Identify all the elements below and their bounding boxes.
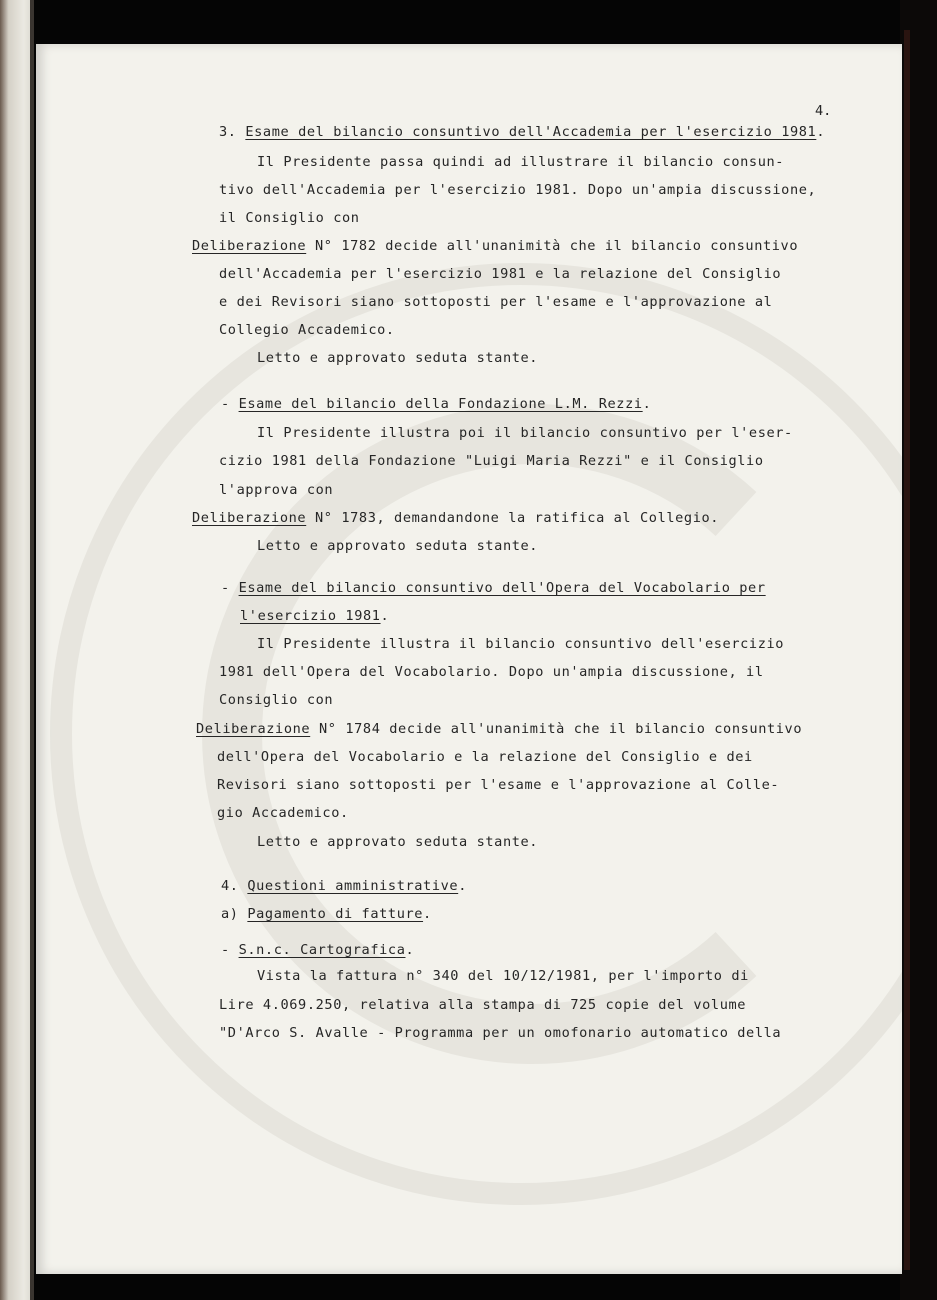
text-line: [221, 906, 432, 922]
underlined-heading: Esame del bilancio della Fondazione L.M. Rezzi: [238, 396, 643, 412]
line-suffix: .: [458, 878, 467, 894]
underlined-heading: Deliberazione: [196, 721, 311, 737]
underlined-heading: Esame del bilancio consuntivo dell'Opera del Vocabolario per: [238, 580, 766, 596]
underlined-heading: Deliberazione: [192, 238, 307, 254]
line-suffix: .: [423, 906, 432, 922]
text-line: l'approva con: [219, 482, 334, 498]
text-line: [221, 878, 467, 894]
text-line: "D'Arco S. Avalle - Programma per un omofonario automatico della: [219, 1025, 782, 1041]
text-line: gio Accademico.: [217, 805, 349, 821]
text-line: [192, 510, 719, 526]
line-suffix: N° 1782 decide all'unanimità che il bilancio consuntivo: [306, 238, 799, 254]
text-line: [219, 124, 825, 140]
page-number: 4.: [815, 103, 832, 119]
binding-shadow: [30, 0, 34, 1300]
spine-band: [904, 30, 910, 1270]
line-suffix: .: [405, 942, 415, 958]
text-line: [196, 721, 802, 737]
underlined-heading: S.n.c. Cartografica: [238, 942, 406, 958]
text-line: [221, 580, 766, 596]
text-line: Lire 4.069.250, relativa alla stampa di 725 copie del volume: [219, 997, 747, 1013]
underlined-heading: Esame del bilancio consuntivo dell'Accademia per l'esercizio 1981: [245, 124, 817, 140]
text-line: Il Presidente illustra il bilancio consuntivo dell'esercizio: [257, 636, 785, 652]
line-prefix: -: [221, 942, 239, 958]
text-line: [192, 238, 798, 254]
text-line: dell'Opera del Vocabolario e la relazione del Consiglio e dei: [217, 749, 753, 765]
underlined-heading: Questioni amministrative: [247, 878, 459, 894]
text-line: [240, 608, 389, 624]
line-suffix: .: [816, 124, 826, 140]
line-prefix: a): [221, 906, 248, 922]
line-prefix: -: [221, 580, 239, 596]
text-line: Letto e approvato seduta stante.: [257, 350, 539, 366]
line-suffix: .: [642, 396, 652, 412]
text-line: Letto e approvato seduta stante.: [257, 538, 539, 554]
underlined-heading: Deliberazione: [192, 510, 307, 526]
underlined-heading: Pagamento di fatture: [247, 906, 424, 922]
line-suffix: N° 1783, demandandone la ratifica al Collegio.: [306, 510, 720, 526]
text-line: cizio 1981 della Fondazione "Luigi Maria Rezzi" e il Consiglio: [219, 453, 764, 469]
text-line: [221, 942, 414, 958]
underlined-heading: l'esercizio 1981: [240, 608, 381, 624]
line-suffix: .: [380, 608, 390, 624]
line-prefix: 4.: [221, 878, 248, 894]
left-page-edge: [0, 0, 34, 1300]
text-line: Il Presidente passa quindi ad illustrare il bilancio consun-: [257, 154, 785, 170]
text-line: dell'Accademia per l'esercizio 1981 e la relazione del Consiglio: [219, 266, 782, 282]
line-suffix: N° 1784 decide all'unanimità che il bilancio consuntivo: [310, 721, 803, 737]
line-prefix: 3.: [219, 124, 246, 140]
document-page: [36, 44, 902, 1274]
text-line: tivo dell'Accademia per l'esercizio 1981. Dopo un'ampia discussione,: [219, 182, 817, 198]
text-line: il Consiglio con: [219, 210, 360, 226]
text-line: Il Presidente illustra poi il bilancio consuntivo per l'eser-: [257, 425, 793, 441]
text-line: 1981 dell'Opera del Vocabolario. Dopo un'ampia discussione, il: [219, 664, 764, 680]
text-line: Letto e approvato seduta stante.: [257, 834, 539, 850]
text-line: [221, 396, 651, 412]
text-line: e dei Revisori siano sottoposti per l'esame e l'approvazione al: [219, 294, 773, 310]
text-line: Consiglio con: [219, 692, 334, 708]
text-line: Revisori siano sottoposti per l'esame e l'approvazione al Colle-: [217, 777, 780, 793]
text-line: Collegio Accademico.: [219, 322, 395, 338]
line-prefix: -: [221, 396, 239, 412]
text-line: Vista la fattura n° 340 del 10/12/1981, per l'importo di: [257, 968, 749, 984]
